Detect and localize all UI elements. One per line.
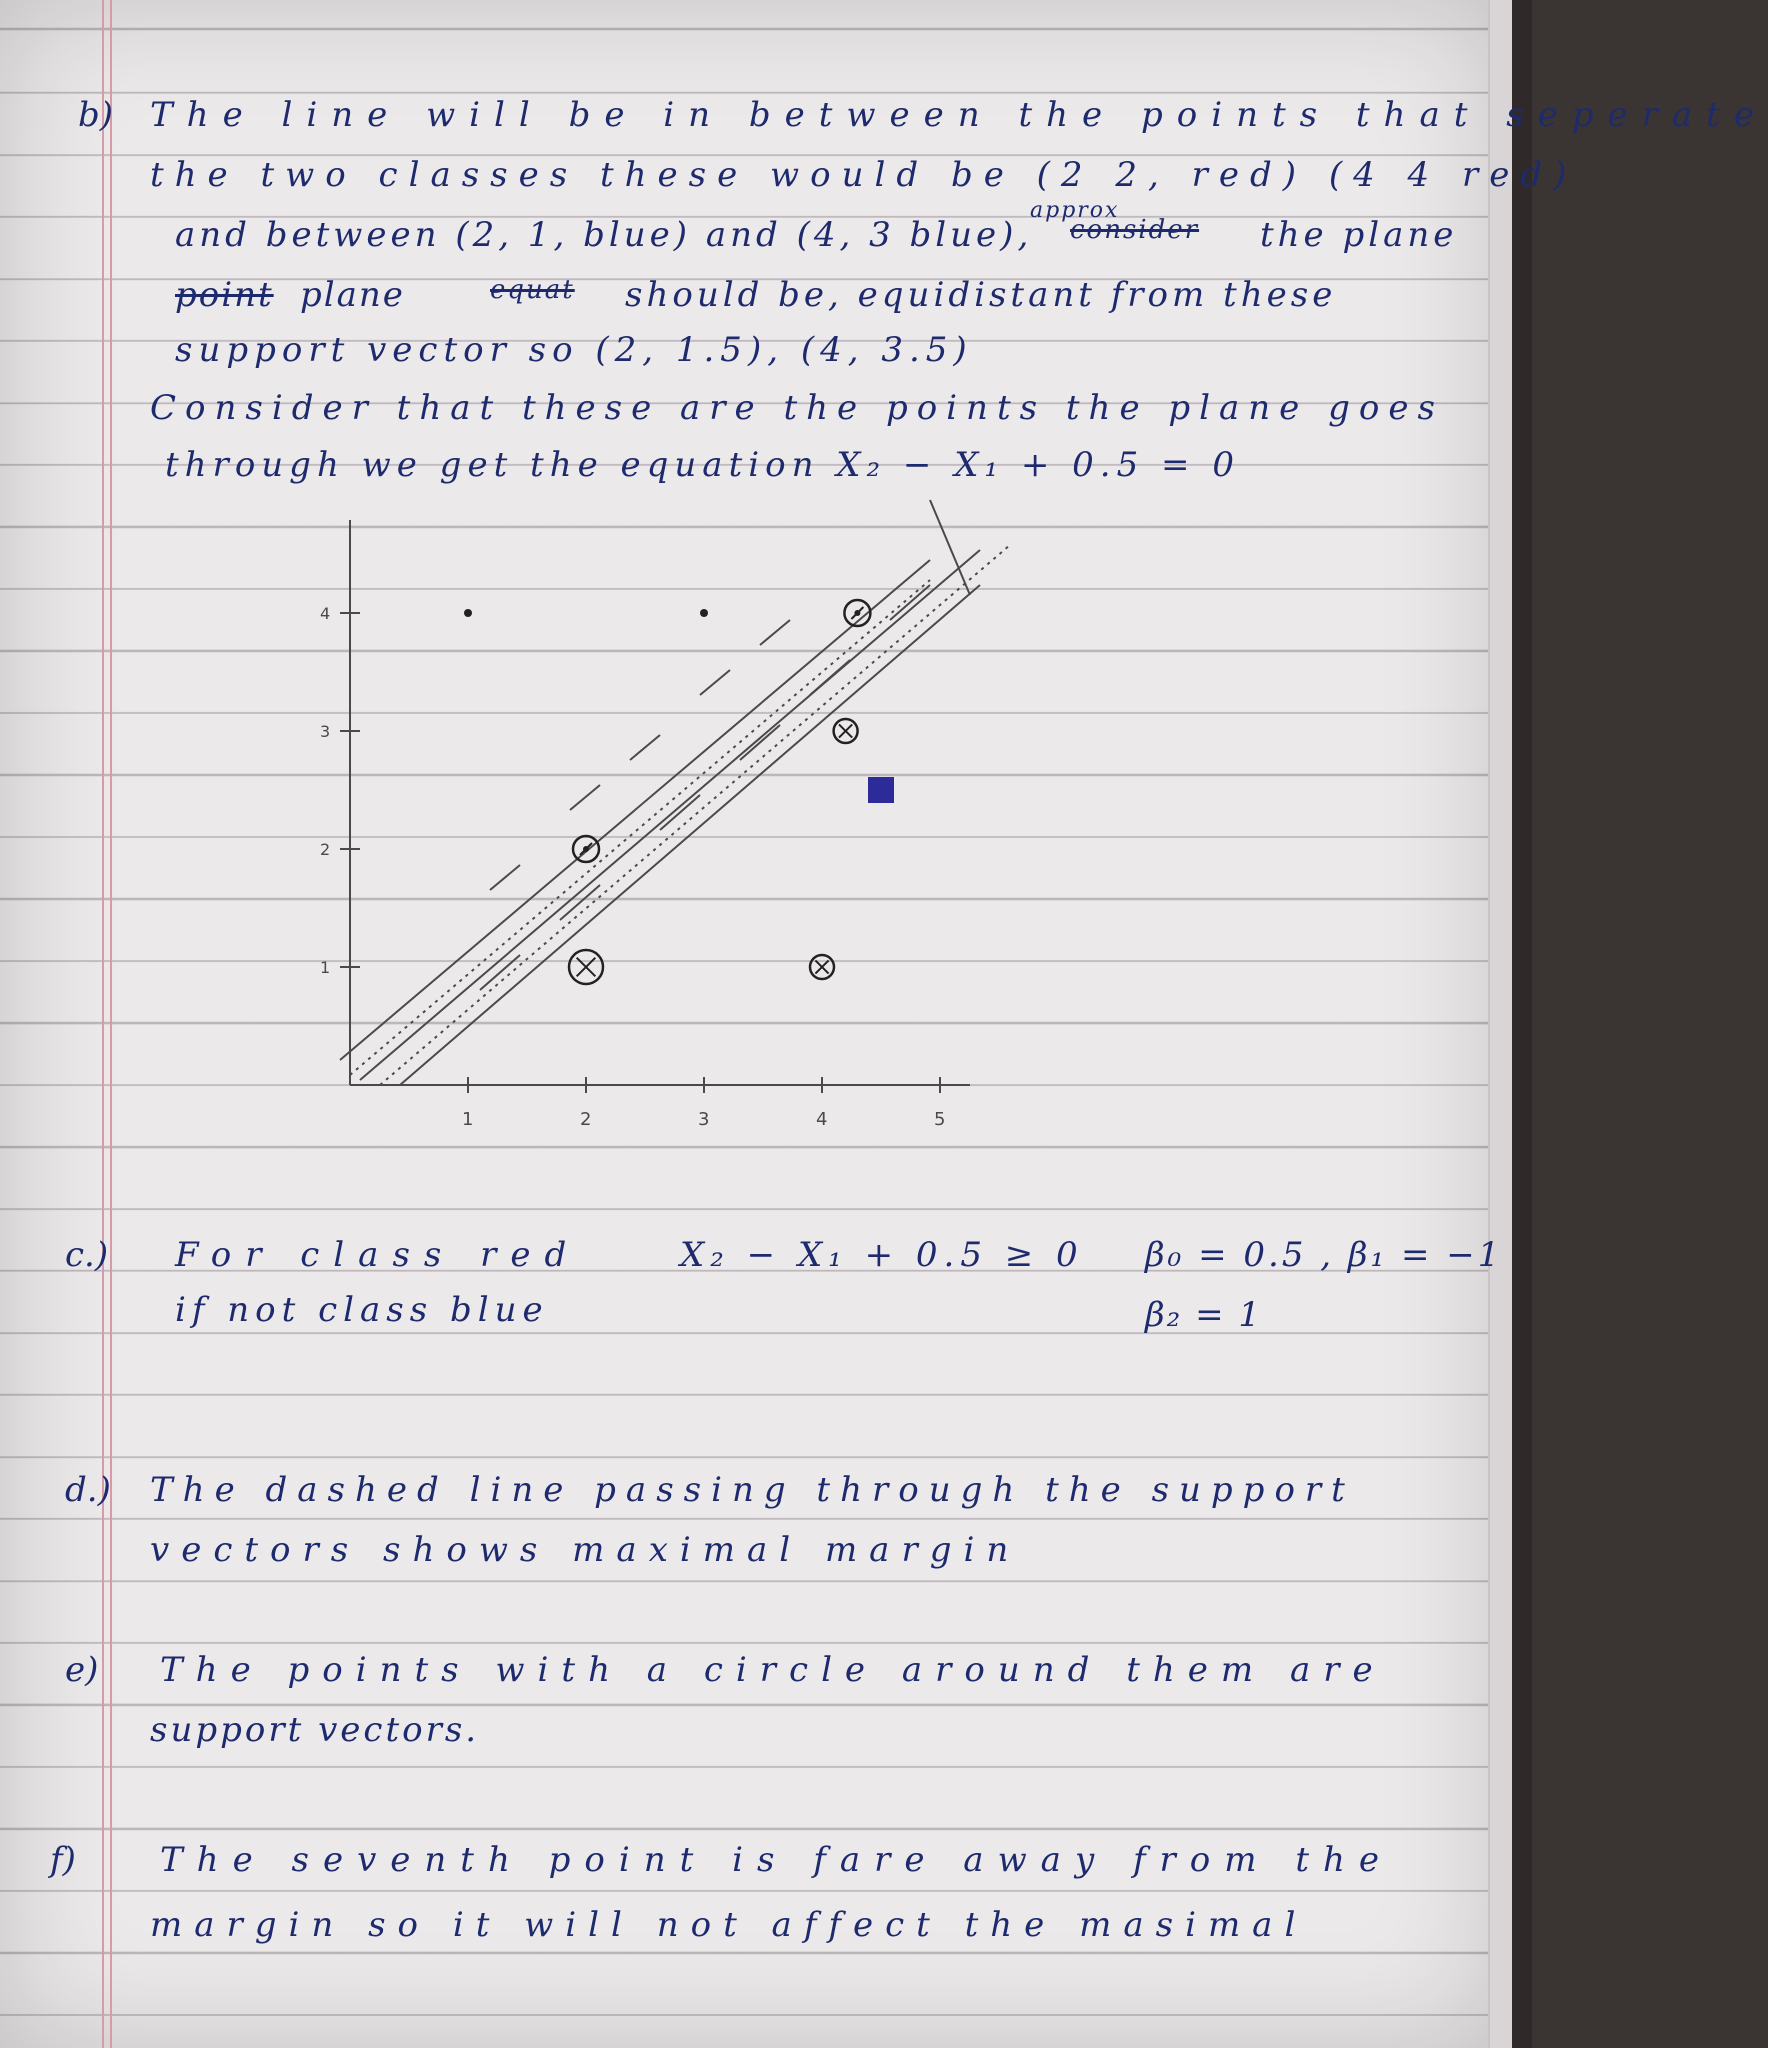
margin-line-right: [110, 0, 112, 2048]
b-line-4-struck-a: point: [175, 275, 274, 315]
circled-x-4-3: [834, 719, 858, 743]
b-line-1: The line will be in between the points that seperate: [150, 95, 1768, 135]
f-line-1: The seventh point is fare away from the: [160, 1840, 1394, 1880]
e-line-2: support vectors.: [150, 1710, 480, 1750]
b-approx-note: approx: [1030, 198, 1120, 223]
d-line-2: vectors shows maximal margin: [150, 1530, 1021, 1570]
x-tick-label-1: 1: [462, 1109, 474, 1130]
y-tick-label-4: 4: [320, 604, 331, 623]
separating-line: [360, 550, 980, 1080]
c-params-1: β₀ = 0.5 , β₁ = −1: [1145, 1235, 1503, 1275]
dot-3-4: [700, 609, 708, 617]
f-line-2: margin so it will not affect the masimal: [150, 1905, 1308, 1945]
dot-1-4: [464, 609, 472, 617]
b-line-4-struck-b: equat: [490, 275, 575, 305]
section-d-label: d.): [65, 1470, 111, 1510]
b-line-3-end: the plane: [1260, 215, 1458, 255]
margin-line-upper: [350, 580, 930, 1075]
c-equation: X₂ − X₁ + 0.5 ≥ 0: [680, 1235, 1084, 1275]
c-params-2: β₂ = 1: [1145, 1295, 1263, 1335]
x-tick-label-3: 3: [698, 1109, 710, 1130]
b-line-7: through we get the equation X₂ − X₁ + 0.5 = 0: [165, 445, 1240, 485]
b-line-4-b: should be, equidistant from these: [625, 275, 1337, 315]
section-e-label: e): [65, 1650, 99, 1690]
x-tick-label-2: 2: [580, 1109, 592, 1130]
filled-square-4.5-2.5: [868, 777, 894, 803]
circled-x-4-1: [810, 955, 834, 979]
c-line-2: if not class blue: [175, 1290, 549, 1330]
y-tick-label-3: 3: [320, 722, 331, 741]
x-tick-label-4: 4: [816, 1109, 828, 1130]
margin-line-left: [102, 0, 104, 2048]
b-line-2: the two classes these would be (2 2, red) (4 4 red): [150, 155, 1578, 195]
b-line-4-a: plane: [300, 275, 405, 315]
lower-boundary: [400, 585, 980, 1085]
hatch-marks: [480, 500, 970, 990]
svm-graph: [320, 500, 1030, 1150]
background-edge: [1512, 0, 1532, 2048]
b-line-6: Consider that these are the points the plane goes: [150, 388, 1444, 428]
upper-boundary: [340, 560, 930, 1060]
section-c-label: c.): [65, 1235, 109, 1275]
y-tick-label-2: 2: [320, 840, 331, 859]
b-line-3: and between (2, 1, blue) and (4, 3 blue),: [175, 215, 1033, 255]
b-line-3-struck: consider: [1070, 215, 1200, 245]
circled-x-2-1: [569, 950, 603, 984]
x-tick-label-5: 5: [934, 1109, 946, 1130]
b-line-5: support vector so (2, 1.5), (4, 3.5): [175, 330, 973, 370]
section-f-label: f): [50, 1840, 76, 1880]
d-line-1: The dashed line passing through the support: [150, 1470, 1355, 1510]
y-tick-label-1: 1: [320, 958, 331, 977]
circled-dot-2-2: [573, 836, 599, 862]
section-b-label: b): [78, 95, 114, 135]
e-line-1: The points with a circle around them are: [160, 1650, 1386, 1690]
margin-line-lower: [380, 545, 1010, 1085]
c-line-1: For class red: [175, 1235, 581, 1275]
